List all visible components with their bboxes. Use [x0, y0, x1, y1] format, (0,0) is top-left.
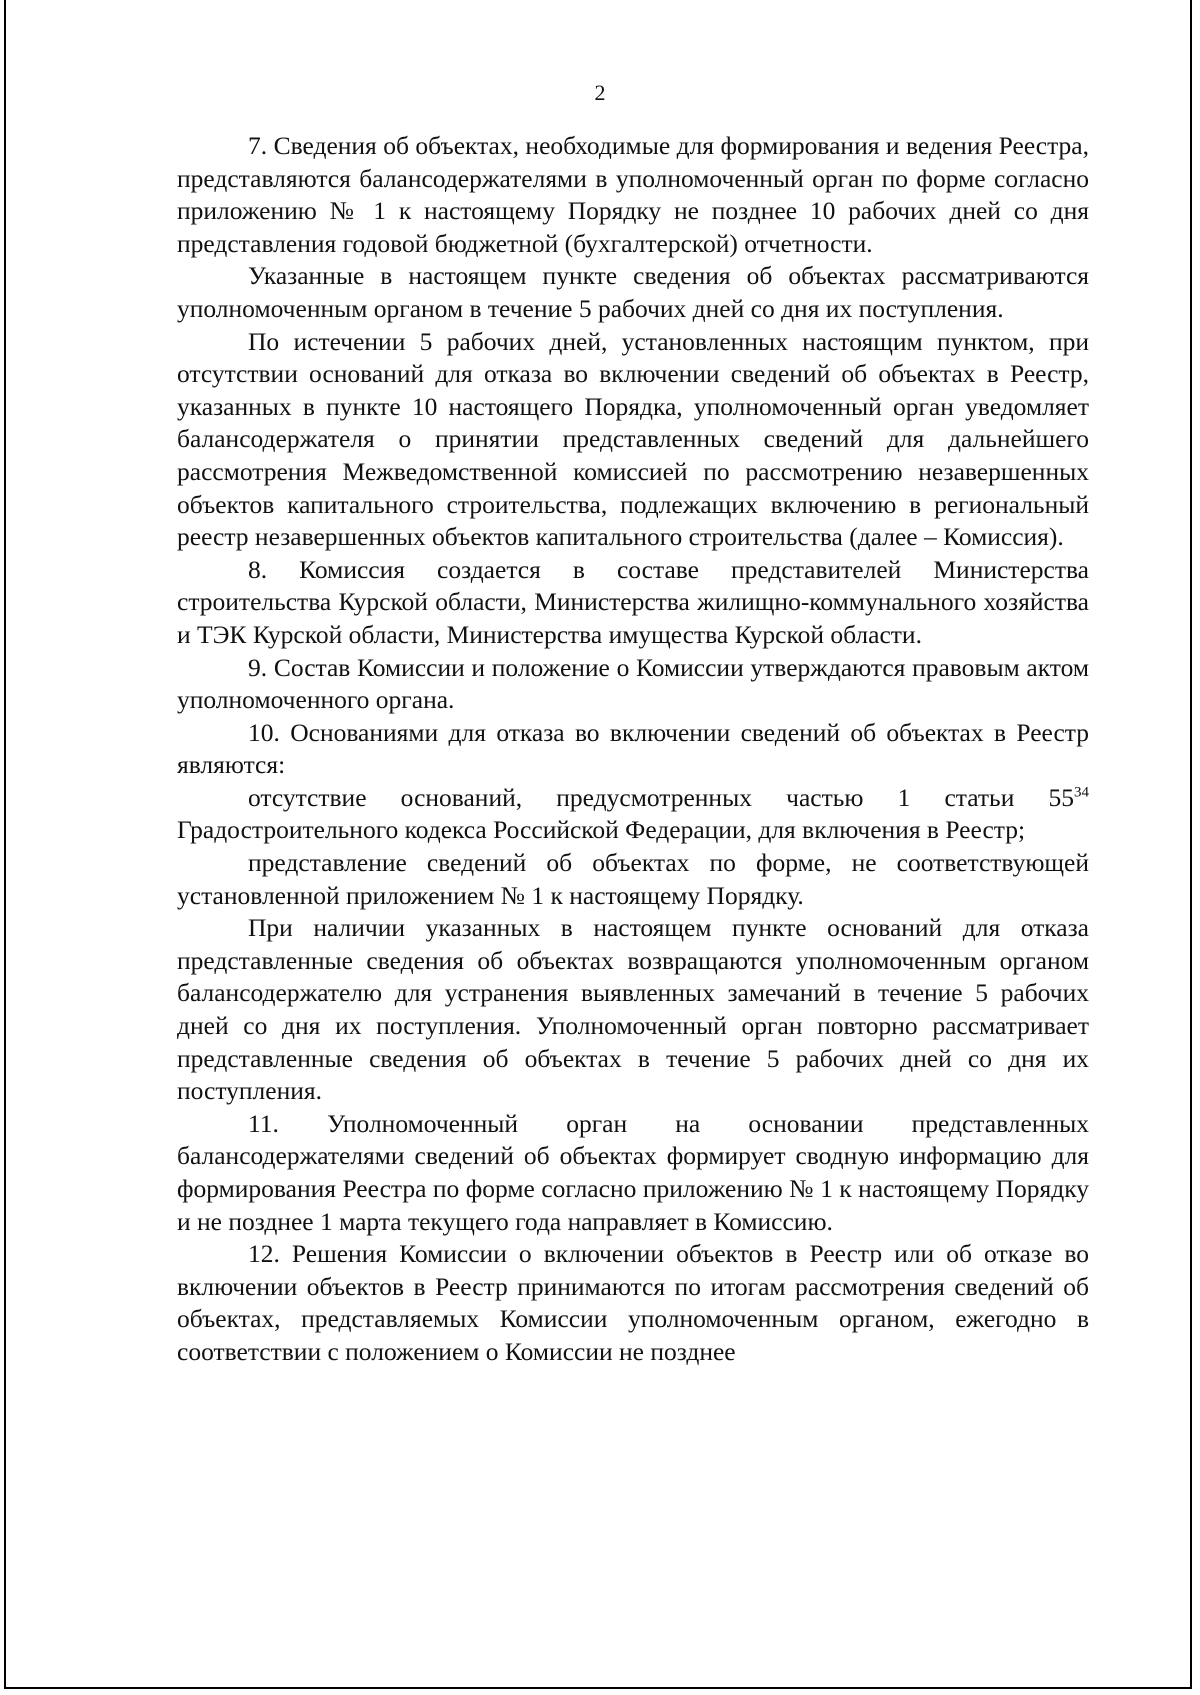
page-number: 2: [594, 80, 606, 105]
paragraph-11: 11. Уполномоченный орган на основании представленных балансодержателями сведений об объектах формирует сводную информацию для формирования Реестра по форме согласно приложению № 1 к настоящему Порядку и не позднее 1 марта текущего года направляет в Комиссию.: [177, 1108, 1089, 1236]
paragraph-12: 12. Решения Комиссии о включении объектов в Реестр или об отказе во включении объектов в Реестр принимаются по итогам рассмотрения сведений об объектах, представляемых Комиссии уполномоченным органом, ежегодно в соответствии с положением о Комиссии не позднее: [177, 1239, 1089, 1366]
paragraph-10: 10. Основаниями для отказа во включении сведений об объектах в Реестр являются:: [177, 717, 1089, 780]
paragraph-8: 8. Комиссия создается в составе представителей Министерства строительства Курской области, Министерства жилищно-коммунального хозяйства и ТЭК Курской области, Министерства имущества Курской области.: [177, 554, 1089, 649]
paragraph-7: 7. Сведения об объектах, необходимые для формирования и ведения Реестра, представляются балансодержателями в уполномоченный орган по форме согласно приложению № 1 к настоящему Порядку не позднее 10 рабочих дней со дня представления годовой бюджетной (бухгалтерской) отчетности.: [177, 131, 1089, 258]
paragraph-7-review-period: Указанные в настоящем пункте сведения об объектах рассматриваются уполномоченным органом в течение 5 рабочих дней со дня их поступления.: [177, 261, 1089, 323]
document-body: [177, 130, 1089, 1369]
paragraph-7-notification: По истечении 5 рабочих дней, установленных настоящим пунктом, при отсутствии оснований для отказа во включении сведений об объектах в Реестр, указанных в пункте 10 настоящего Порядка, уполномоченный орган уведомляет балансодержателя о принятии представленных сведений для дальнейшего рассмотрения Межведомственной комиссией по рассмотрению незавершенных объектов капитального строительства, подлежащих включению в региональный реестр незавершенных объектов капитального строительства (далее – Комиссия).: [177, 326, 1089, 552]
paragraph-10-ground-1: [177, 782, 1089, 847]
ground-1-text-continued: Градостроительного кодекса Российской Федерации, для включения в Реестр;: [177, 815, 1026, 845]
paragraph-10-return: При наличии указанных в настоящем пункте оснований для отказа представленные сведения об объектах возвращаются уполномоченным органом балансодержателю для устранения выявленных замечаний в течение 5 рабочих дней со дня их поступления. Уполномоченный орган повторно рассматривает представленные сведения об объектах в течение 5 рабочих дней со дня их поступления.: [177, 913, 1089, 1106]
article-superscript: 34: [1074, 784, 1089, 801]
paragraph-9: 9. Состав Комиссии и положение о Комиссии утверждаются правовым актом уполномоченного органа.: [177, 652, 1089, 715]
ground-1-text: отсутствие оснований, предусмотренных частью 1 статьи 55: [248, 782, 1074, 812]
paragraph-10-ground-2: представление сведений об объектах по форме, не соответствующей установленной приложением № 1 к настоящему Порядку.: [177, 848, 1089, 910]
